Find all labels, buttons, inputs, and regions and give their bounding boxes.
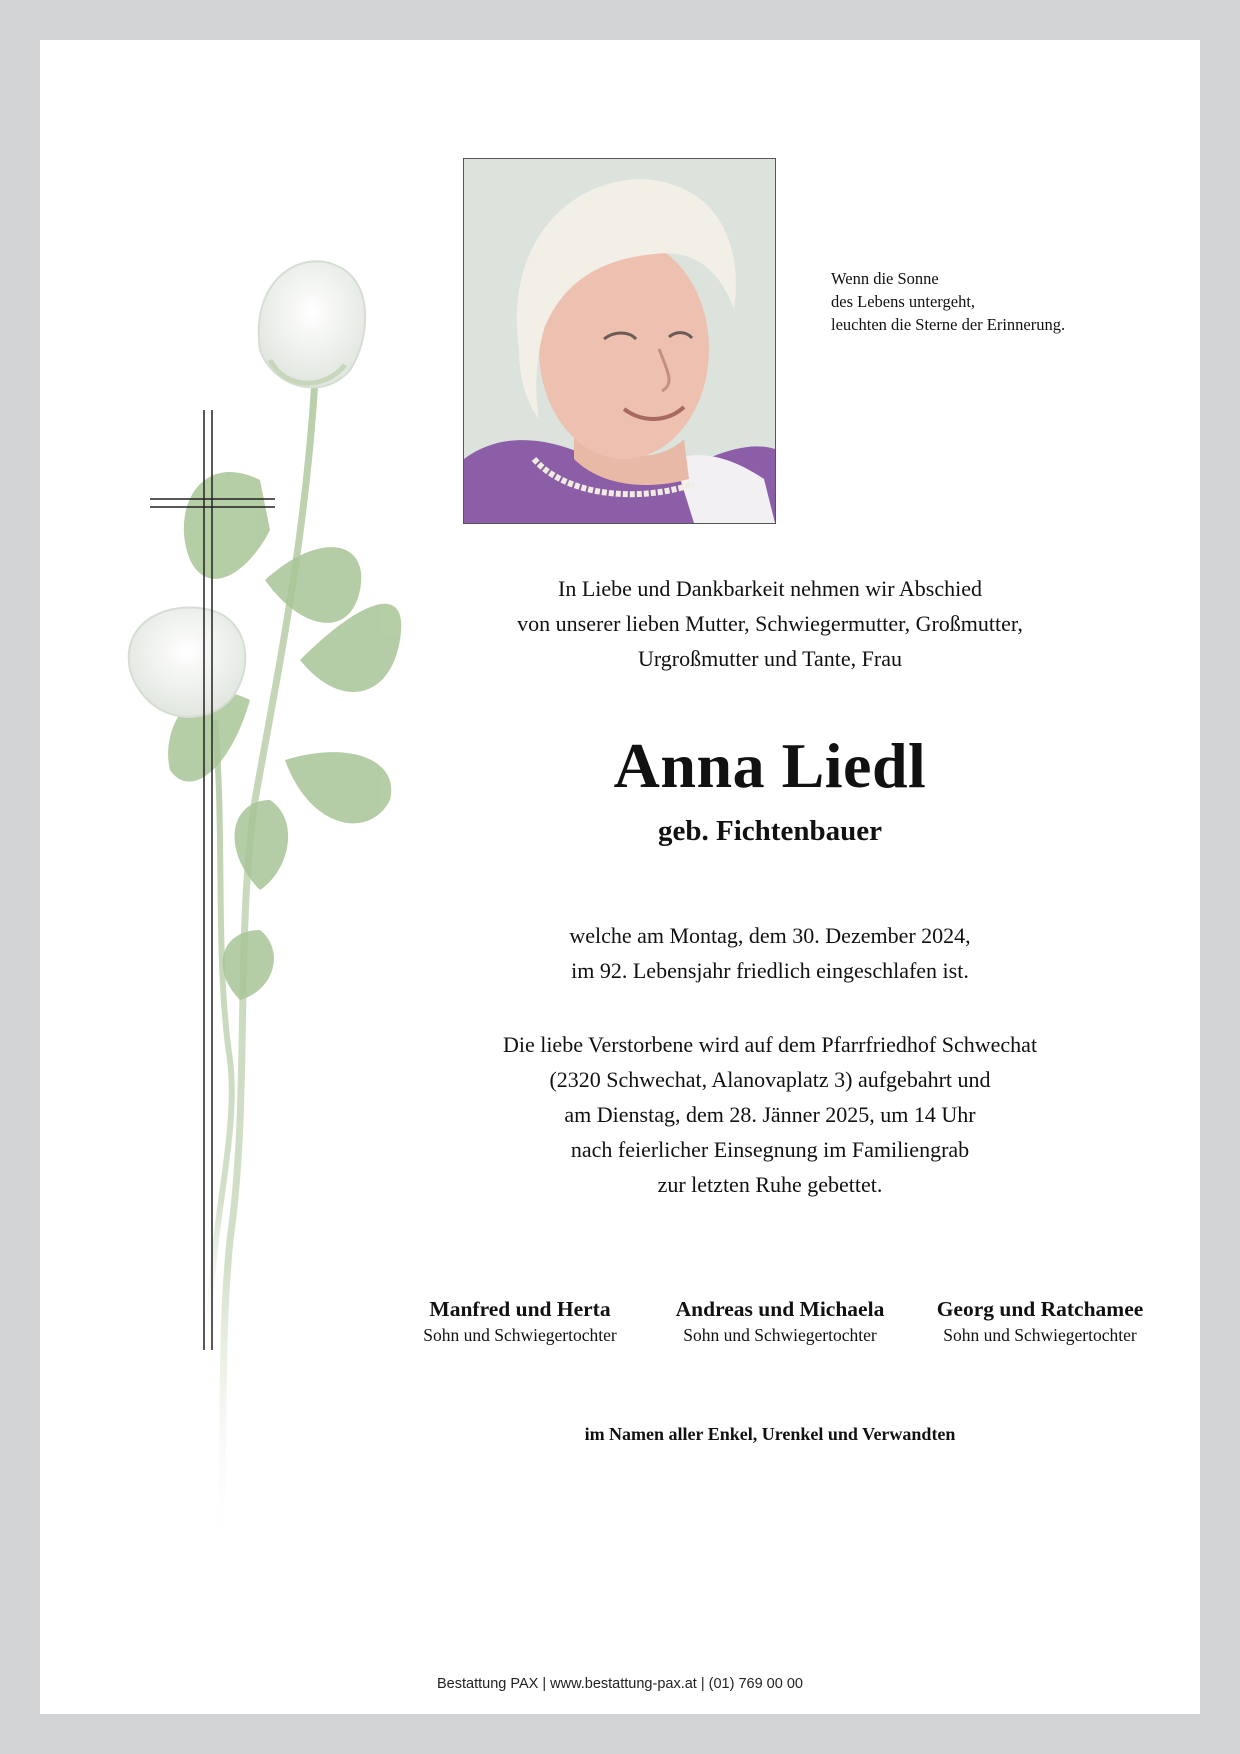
funeral-line: am Dienstag, dem 28. Jänner 2025, um 14 Uhr — [564, 1102, 976, 1127]
mourner-name: Georg und Ratchamee — [936, 1297, 1144, 1321]
intro-line: In Liebe und Dankbarkeit nehmen wir Abschied — [558, 576, 982, 601]
funeral-line: (2320 Schwechat, Alanovaplatz 3) aufgebahrt und — [549, 1067, 991, 1092]
mourner-entry — [650, 1295, 910, 1347]
intro-line: von unserer lieben Mutter, Schwiegermutter, Großmutter, — [517, 611, 1023, 636]
funeral-line: zur letzten Ruhe gebettet. — [657, 1172, 883, 1197]
birth-name: geb. Fichtenbauer — [658, 815, 882, 847]
portrait-photo — [463, 158, 776, 524]
deceased-name: Anna Liedl — [613, 730, 927, 801]
intro-line: Urgroßmutter und Tante, Frau — [637, 646, 903, 671]
death-text — [310, 918, 1230, 988]
closing-line: im Namen aller Enkel, Urenkel und Verwandten — [584, 1424, 956, 1444]
mourners-list — [390, 1295, 1170, 1347]
footer-contact: Bestattung PAX | www.bestattung-pax.at | (01) 769 00 00 — [437, 1676, 803, 1692]
mourner-entry — [390, 1295, 650, 1347]
mourner-relation: Sohn und Schwiegertochter — [423, 1325, 617, 1345]
mourner-name: Manfred und Herta — [429, 1297, 611, 1321]
mourner-entry — [910, 1295, 1170, 1347]
mourner-relation: Sohn und Schwiegertochter — [943, 1325, 1137, 1345]
quote-line: des Lebens untergeht, — [831, 292, 976, 311]
cross-icon — [150, 410, 310, 1350]
mourner-relation: Sohn und Schwiegertochter — [683, 1325, 877, 1345]
memorial-quote — [831, 267, 1065, 336]
death-line: im 92. Lebensjahr friedlich eingeschlafen ist. — [571, 958, 969, 983]
quote-line: Wenn die Sonne — [831, 269, 939, 288]
mourner-name: Andreas und Michaela — [675, 1297, 885, 1321]
funeral-text — [310, 1027, 1230, 1202]
intro-text — [310, 571, 1230, 676]
funeral-line: nach feierlicher Einsegnung im Familiengrab — [570, 1137, 970, 1162]
funeral-line: Die liebe Verstorbene wird auf dem Pfarrfriedhof Schwechat — [502, 1032, 1038, 1057]
death-line: welche am Montag, dem 30. Dezember 2024, — [569, 923, 971, 948]
quote-line: leuchten die Sterne der Erinnerung. — [831, 315, 1066, 334]
